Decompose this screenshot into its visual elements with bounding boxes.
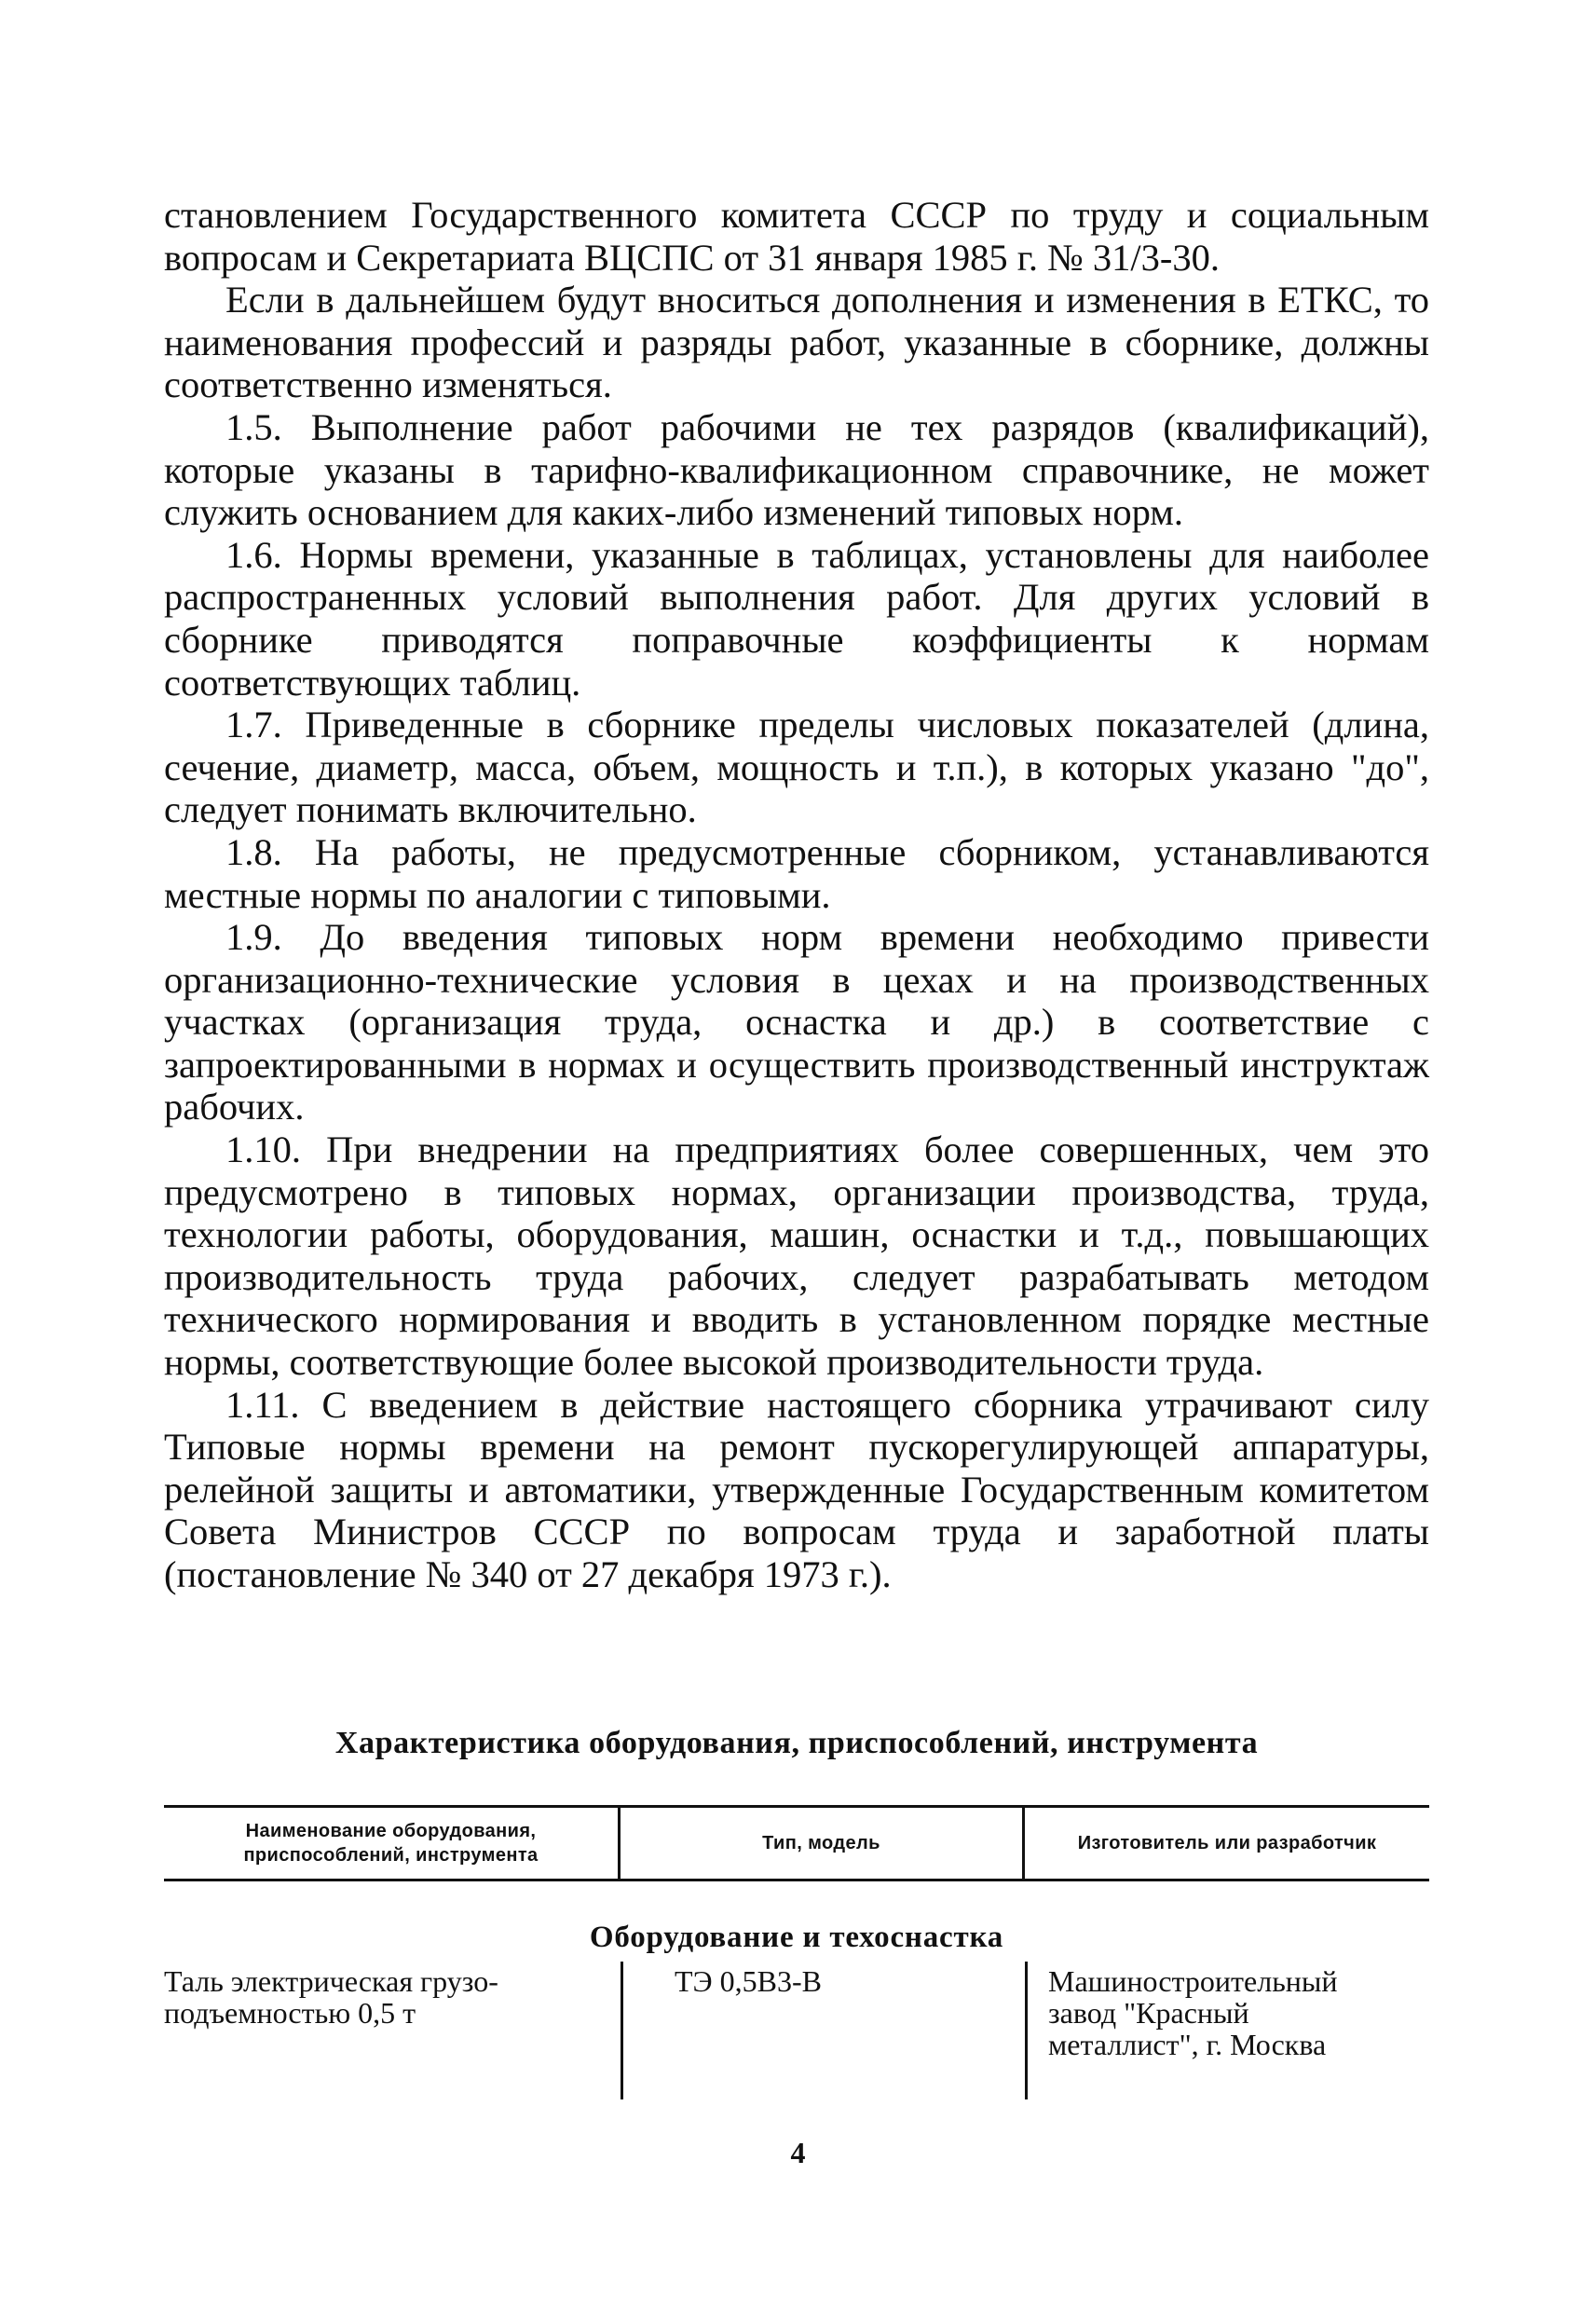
paragraph-continuation: становлением Государственного комитета СССР по труду и социальным вопросам и Секретариата ВЦСПС от 31 января 1985 г. № 31/3-30. — [164, 194, 1429, 279]
paragraph-1-10: 1.10. При внедрении на предприятиях более совершенных, чем это предусмотрено в типовых нормах, организации производства, труда, технологии работы, оборудования, машин, оснастки и т.д., повышающих производительность труда рабочих, следует разрабатывать методом технического нормирования и вводить в установленном порядке местные нормы, соответствующие более высокой производительности труда. — [164, 1128, 1429, 1384]
cell-name: Таль электрическая грузо-подъемностью 0,5 т — [164, 1964, 498, 2030]
page-number: 4 — [790, 2136, 806, 2169]
paragraph-1-11: 1.11. С введением в действие настоящего сборника утрачивают силу Типовые нормы времени на ремонт пускорегулирующей аппаратуры, релейной защиты и автоматики, утвержденные Государственным комитетом Совета Министров СССР по вопросам труда и заработной платы (постановление № 340 от 27 декабря 1973 г.). — [164, 1383, 1429, 1595]
table-row — [164, 1962, 1429, 2099]
cell-maker: Машиностроительный завод "Красный металлист", г. Москва — [1025, 1962, 1429, 2099]
paragraph-1-5: 1.5. Выполнение работ рабочими не тех разрядов (квалификаций), которые указаны в тарифно-квалификационном справочнике, не может служить основанием для каких-либо изменений типовых норм. — [164, 405, 1429, 534]
paragraph-1-9: 1.9. До введения типовых норм времени необходимо привести организационно-технические условия в цехах и на производственных участках (организация труда, оснастка и др.) в соответствие с запроектированными в нормах и осуществить производственный инструктаж рабочих. — [164, 916, 1429, 1128]
table-section-title: Оборудование и техоснастка — [589, 1921, 1004, 1954]
column-header-maker: Изготовитель или разработчик — [1077, 1833, 1377, 1853]
paragraph-1-8: 1.8. На работы, не предусмотренные сборником, устанавливаются местные нормы по аналогии с типовыми. — [164, 830, 1429, 916]
paragraph-1-6: 1.6. Нормы времени, указанные в таблицах, установлены для наиболее распространенных условий выполнения работ. Для других условий в сборнике приводятся поправочные коэффициенты к нормам соответствующих таблиц. — [164, 533, 1429, 704]
cell-type: ТЭ 0,5В3-В — [621, 1962, 1025, 2099]
column-header-name: Наименование оборудования, приспособлений, инструмента — [164, 1808, 621, 1879]
paragraph-etks-changes: Если в дальнейшем будут вноситься дополнения и изменения в ЕТКС, то наименования профессий и разряды работ, указанные в сборнике, должны соответственно изменяться. — [164, 279, 1429, 406]
paragraph-1-7: 1.7. Приведенные в сборнике пределы числовых показателей (длина, сечение, диаметр, масса, объем, мощность и т.п.), в которых указано "до", следует понимать включительно. — [164, 704, 1429, 831]
table-title: Характеристика оборудования, приспособлений, инструмента — [334, 1726, 1259, 1760]
column-header-type: Тип, модель — [621, 1808, 1025, 1879]
table-header — [164, 1805, 1429, 1881]
body-text — [164, 194, 1429, 1596]
